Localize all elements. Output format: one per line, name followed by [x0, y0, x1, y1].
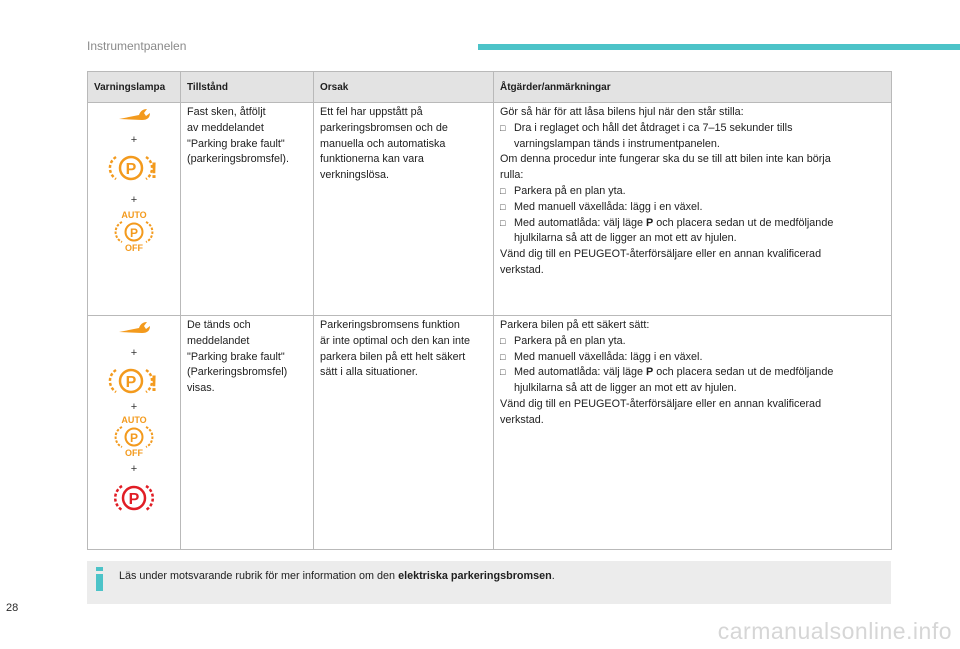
- action-bullet: [500, 200, 885, 216]
- actions-text: verkstad.: [500, 413, 544, 426]
- state-line: Fast sken, åtföljt: [187, 106, 266, 118]
- state-cell: [181, 316, 314, 550]
- auto-label: AUTO: [121, 210, 147, 220]
- actions-text: rulla:: [500, 169, 524, 182]
- gear-letter: P: [646, 216, 654, 229]
- cause-line: verkningslösa.: [320, 169, 390, 182]
- bullet-text: och placera sedan ut de medföljande: [653, 216, 834, 229]
- p-letter: P: [125, 374, 137, 391]
- table-row: [88, 316, 892, 550]
- bullet-text: Med manuell växellåda: lägg i en växel.: [514, 200, 703, 213]
- warning-lamp-cell: [88, 316, 181, 550]
- p-letter: P: [129, 226, 139, 240]
- info-text-post: .: [551, 570, 555, 582]
- action-bullet: [500, 350, 885, 366]
- p-letter: P: [129, 431, 139, 445]
- exclamation-mark: !: [150, 158, 158, 183]
- plus-sign: +: [130, 401, 138, 413]
- cause-cell: [314, 316, 494, 550]
- table-row: [88, 103, 892, 316]
- bullet-text: hjulkilarna så att de ligger an mot ett av hjulen.: [514, 232, 737, 245]
- accent-bar: [478, 44, 960, 50]
- column-header: Åtgärder/anmärkningar: [494, 72, 892, 103]
- checkbox-bullet-icon: □: [500, 367, 506, 378]
- actions-text: Vänd dig till en PEUGEOT-återförsäljare eller en annan kvalificerad: [500, 248, 822, 261]
- info-box: [87, 561, 891, 604]
- checkbox-bullet-icon: □: [500, 335, 506, 346]
- cause-line: är inte optimal och den kan inte: [320, 334, 471, 347]
- cause-line: parkera bilen på ett helt säkert: [320, 350, 466, 363]
- cause-cell: [314, 103, 494, 316]
- cause-line: Parkeringsbromsens funktion: [320, 319, 460, 331]
- info-text-pre: Läs under motsvarande rubrik för mer information om den: [119, 570, 399, 582]
- bullet-text: och placera sedan ut de medföljande: [653, 366, 834, 379]
- p-letter: P: [125, 161, 137, 178]
- actions-text: Vänd dig till en PEUGEOT-återförsäljare eller en annan kvalificerad: [500, 397, 822, 410]
- column-header: Tillstånd: [181, 72, 314, 103]
- state-line: "Parking brake fault": [187, 137, 285, 150]
- column-header: Orsak: [314, 72, 494, 103]
- action-bullet: [500, 216, 885, 248]
- cause-line: parkeringsbromsen och de: [320, 121, 448, 134]
- state-line: meddelandet: [187, 334, 250, 347]
- parking-brake-fault-icon: [108, 366, 160, 396]
- checkbox-bullet-icon: □: [500, 351, 506, 362]
- auto-p-off-icon: [114, 414, 154, 458]
- warning-lamp-cell: [88, 103, 181, 316]
- auto-p-off-icon: [114, 209, 154, 253]
- bullet-text: Parkera på en plan yta.: [514, 334, 626, 347]
- bullet-text: hjulkilarna så att de ligger an mot ett av hjulen.: [514, 382, 737, 395]
- bullet-text: varningslampan tänds i instrumentpanelen.: [514, 137, 720, 150]
- actions-cell: [494, 316, 892, 550]
- state-line: De tänds och: [187, 319, 251, 331]
- actions-text: verkstad.: [500, 263, 544, 276]
- page-number: 28: [6, 602, 19, 614]
- checkbox-bullet-icon: □: [500, 185, 506, 196]
- plus-sign: +: [130, 134, 138, 146]
- cause-line: funktionerna kan vara: [320, 153, 424, 166]
- state-cell: [181, 103, 314, 316]
- actions-text: Om denna procedur inte fungerar ska du se till att bilen inte kan börja: [500, 153, 831, 166]
- checkbox-bullet-icon: □: [500, 217, 506, 228]
- action-bullet: [500, 365, 885, 397]
- auto-label: AUTO: [121, 415, 147, 425]
- off-label: OFF: [125, 448, 143, 458]
- bullet-text: Dra i reglaget och håll det åtdraget i ca 7–15 sekunder tills: [514, 121, 793, 134]
- action-bullet: [500, 334, 885, 350]
- actions-intro: Gör så här för att låsa bilens hjul när den står stilla:: [500, 106, 744, 118]
- checkbox-bullet-icon: □: [500, 201, 506, 212]
- bullet-text: Med automatlåda: välj läge: [514, 366, 647, 379]
- warning-lamp-table: [87, 71, 892, 550]
- wrench-icon: [117, 320, 151, 338]
- column-header: Varningslampa: [88, 72, 181, 103]
- section-title: Instrumentpanelen: [87, 39, 187, 53]
- parking-brake-icon: [114, 482, 154, 514]
- cause-line: sätt i alla situationer.: [320, 366, 418, 379]
- state-line: av meddelandet: [187, 121, 264, 134]
- bullet-text: Med automatlåda: välj läge: [514, 216, 647, 229]
- checkbox-bullet-icon: □: [500, 122, 506, 133]
- plus-sign: +: [130, 194, 138, 206]
- p-letter: P: [128, 491, 140, 508]
- cause-line: Ett fel har uppstått på: [320, 106, 423, 118]
- bullet-text: Parkera på en plan yta.: [514, 184, 626, 197]
- state-line: "Parking brake fault": [187, 350, 285, 363]
- wrench-icon: [117, 107, 151, 125]
- info-link-text: elektriska parkeringsbromsen: [398, 570, 552, 582]
- actions-intro: Parkera bilen på ett säkert sätt:: [500, 319, 650, 331]
- exclamation-mark: !: [150, 371, 158, 396]
- plus-sign: +: [130, 463, 138, 475]
- state-line: visas.: [187, 382, 215, 395]
- info-icon: [94, 567, 105, 591]
- watermark: carmanualsonline.info: [717, 618, 952, 644]
- table-header-row: [88, 72, 892, 103]
- action-bullet: [500, 121, 885, 153]
- action-bullet: [500, 184, 885, 200]
- state-line: (parkeringsbromsfel).: [187, 153, 290, 166]
- info-text: [119, 570, 555, 582]
- state-line: (Parkeringsbromsfel): [187, 366, 288, 379]
- parking-brake-fault-icon: [108, 153, 160, 183]
- off-label: OFF: [125, 243, 143, 253]
- cause-line: manuella och automatiska: [320, 137, 446, 150]
- bullet-text: Med manuell växellåda: lägg i en växel.: [514, 350, 703, 363]
- actions-cell: [494, 103, 892, 316]
- gear-letter: P: [646, 366, 654, 379]
- plus-sign: +: [130, 347, 138, 359]
